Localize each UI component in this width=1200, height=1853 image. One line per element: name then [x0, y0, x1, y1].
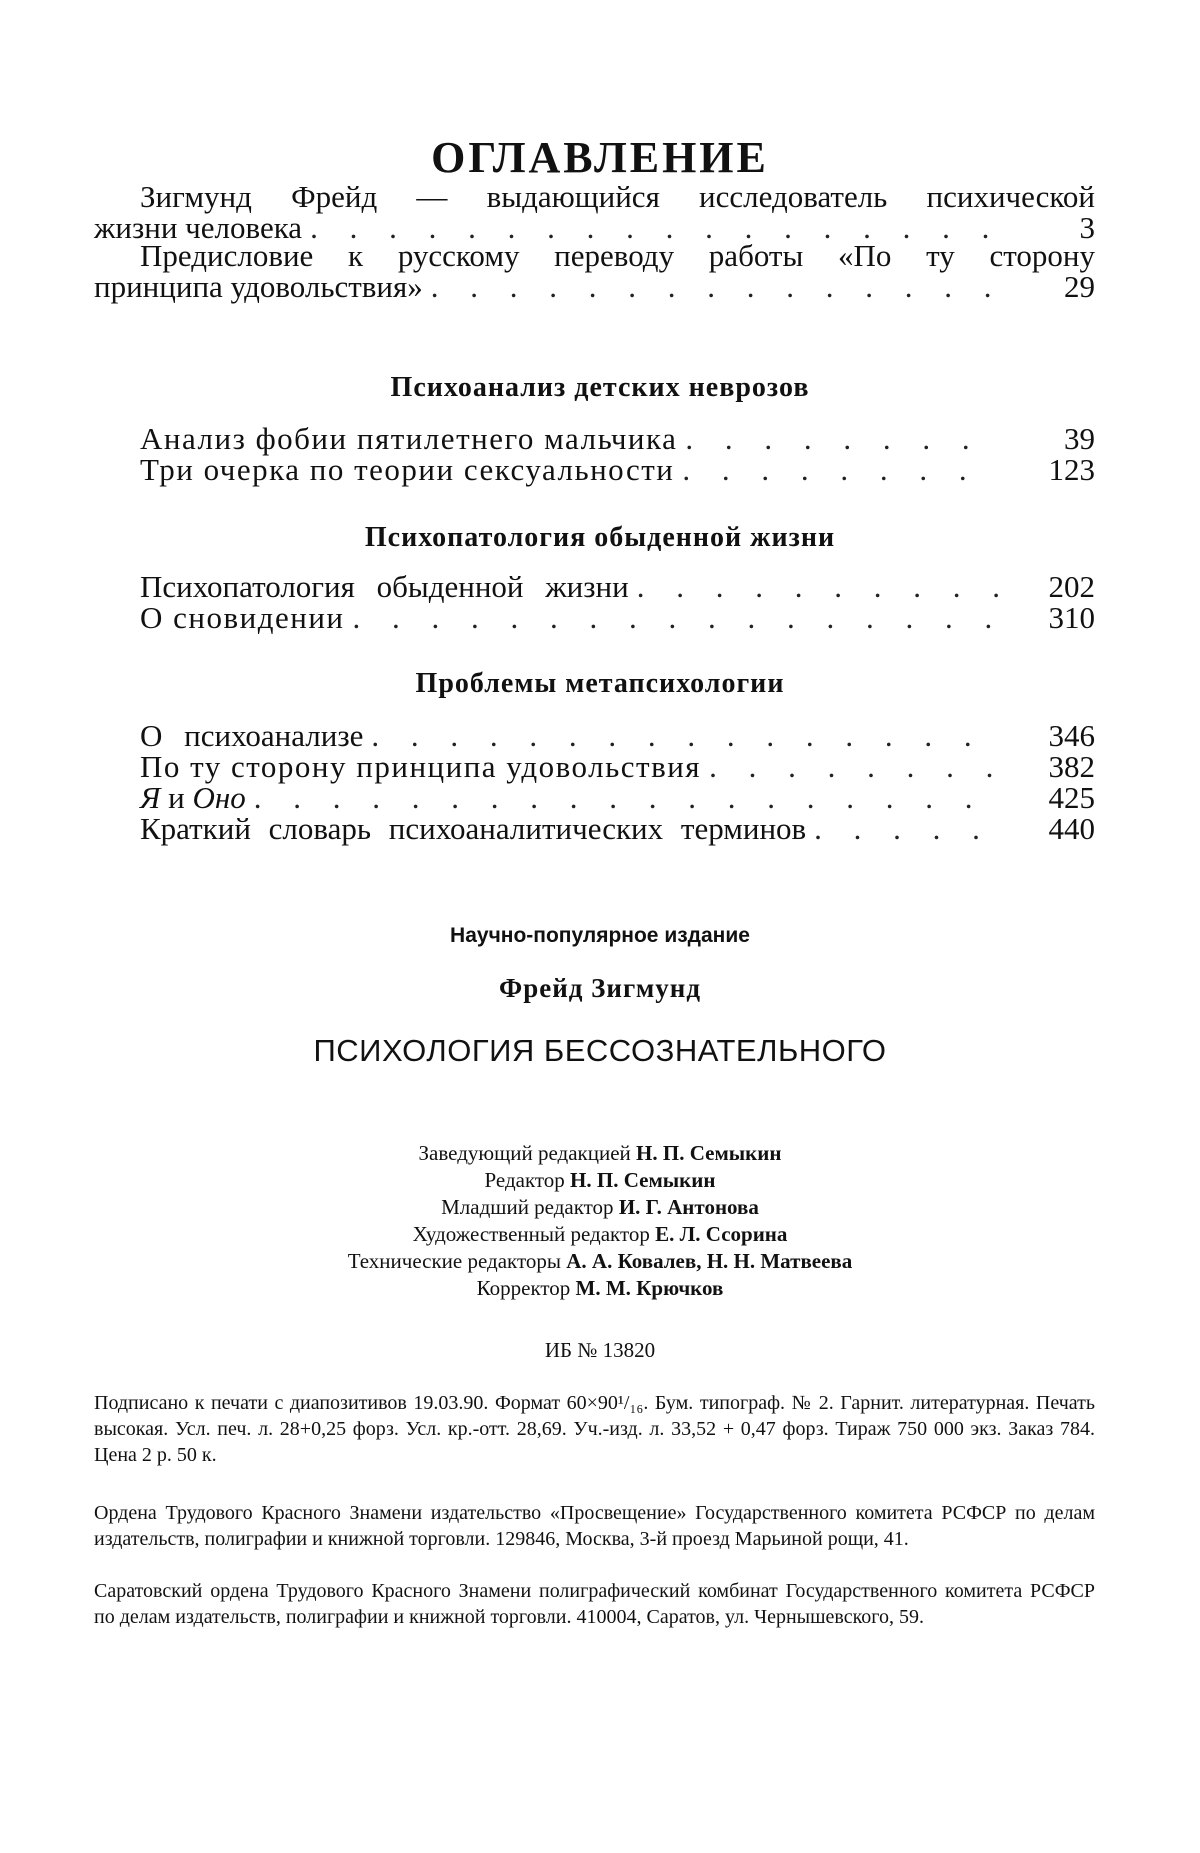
toc-section-items [94, 720, 1095, 844]
toc-section-heading: Проблемы метапсихологии [415, 668, 785, 699]
leader-dots [246, 782, 999, 813]
toc-title: ОГЛАВЛЕНИЕ [431, 133, 769, 182]
staff-role: Заведующий редакцией [418, 1141, 631, 1165]
toc-entry-line2: жизни человека [94, 210, 303, 245]
toc-page-number: 123 [1048, 452, 1095, 487]
toc-item-title: Психопатология обыденной жизни [140, 569, 629, 604]
toc-item [94, 571, 1095, 602]
leader-dots [677, 423, 999, 454]
staff-role: Технические редакторы [347, 1249, 561, 1273]
leader-dots [701, 751, 999, 782]
edition-type: Научно-популярное издание [450, 924, 750, 947]
toc-item-title: О сновидении [140, 600, 345, 635]
toc-entry-line1: Предисловие к русскому переводу работы «По ту сторону [140, 238, 1095, 273]
toc-item-title-part: Оно [192, 780, 246, 815]
leader-dots [629, 571, 999, 602]
staff-name: М. М. Крючков [575, 1276, 724, 1300]
staff-line [0, 1221, 1200, 1248]
toc-entry-line1: Зигмунд Фрейд — выдающийся исследователь психической [140, 179, 1095, 214]
ib-number: ИБ № 13820 [544, 1338, 656, 1362]
toc-page-number: 440 [1048, 811, 1095, 846]
publisher-info: Ордена Трудового Красного Знамени издательство «Просвещение» Государственного комитета РСФСР по делам издательств, полиграфии и книжной торговли. 129846, Москва, 3-й проезд Марьиной рощи, 41. [94, 1502, 1095, 1550]
staff-name: Е. Л. Ссорина [655, 1222, 788, 1246]
toc-item [94, 782, 1095, 813]
imprint-details: Подписано к печати с диапозитивов 19.03.90. Формат 60×90¹/₁₆. Бум. типограф. № 2. Гарнит. литературная. Печать высокая. Усл. печ. л. 28+0,25 форз. Усл. кр.-отт. 28,69. Уч.-изд. л. 33,52 + 0,47 форз. Тираж 750 000 экз. Заказ 784. Цена 2 р. 50 к. [94, 1392, 1095, 1466]
toc-item-title: Анализ фобии пятилетнего мальчика [140, 421, 678, 456]
leader-dots [806, 813, 999, 844]
toc-section-heading: Психоанализ детских неврозов [390, 372, 810, 403]
toc-section-heading: Психопатология обыденной жизни [364, 522, 836, 553]
toc-page-number: 202 [1048, 569, 1095, 604]
staff-line [0, 1194, 1200, 1221]
leader-dots [363, 720, 999, 751]
editorial-staff [0, 1140, 1200, 1302]
toc-page-number: 425 [1048, 780, 1095, 815]
toc-page-number: 39 [1064, 421, 1095, 456]
staff-line [0, 1248, 1200, 1275]
toc-item [94, 720, 1095, 751]
toc-section-items [94, 423, 1095, 485]
leader-dots [423, 271, 999, 302]
toc-item-title: По ту сторону принципа удовольствия [140, 749, 702, 784]
staff-role: Корректор [476, 1276, 571, 1300]
toc-section-items [94, 571, 1095, 633]
staff-role: Редактор [484, 1168, 565, 1192]
staff-line [0, 1140, 1200, 1167]
toc-intro [94, 181, 1095, 302]
toc-item-title: Краткий словарь психоаналитических терминов [140, 811, 807, 846]
toc-item [94, 813, 1095, 844]
book-title: ПСИХОЛОГИЯ БЕССОЗНАТЕЛЬНОГО [313, 1033, 887, 1068]
book-author: Фрейд Зигмунд [499, 973, 701, 1003]
printer-info: Саратовский ордена Трудового Красного Знамени полиграфический комбинат Государственного комитета РСФСР по делам издательств, полиграфии и книжной торговли. 410004, Саратов, ул. Чернышевского, 59. [94, 1580, 1095, 1628]
toc-item-title-part: Я [140, 780, 161, 815]
toc-page-number: 382 [1048, 749, 1095, 784]
toc-page-number: 346 [1048, 718, 1095, 753]
staff-name: Н. П. Семыкин [570, 1168, 716, 1192]
staff-role: Художественный редактор [412, 1222, 650, 1246]
toc-item-title: О психоанализе [140, 718, 364, 753]
toc-page-number: 3 [1079, 210, 1095, 245]
toc-entry [94, 240, 1095, 302]
leader-dots [345, 602, 999, 633]
staff-name: И. Г. Антонова [618, 1195, 759, 1219]
staff-name: Н. П. Семыкин [636, 1141, 782, 1165]
staff-line [0, 1167, 1200, 1194]
staff-name: А. А. Ковалев, Н. Н. Матвеева [566, 1249, 853, 1273]
toc-item-title-part: и [168, 780, 185, 815]
toc-entry-line2: принципа удовольствия» [94, 269, 423, 304]
staff-role: Младший редактор [441, 1195, 614, 1219]
toc-page-number: 310 [1048, 600, 1095, 635]
leader-dots [674, 454, 999, 485]
toc-item [94, 602, 1095, 633]
staff-line [0, 1275, 1200, 1302]
toc-item [94, 423, 1095, 454]
toc-page-number: 29 [1064, 269, 1095, 304]
toc-item-title: Три очерка по теории сексуальности [140, 452, 675, 487]
toc-item [94, 454, 1095, 485]
toc-item-title [140, 782, 246, 813]
toc-entry [94, 181, 1095, 243]
toc-item [94, 751, 1095, 782]
